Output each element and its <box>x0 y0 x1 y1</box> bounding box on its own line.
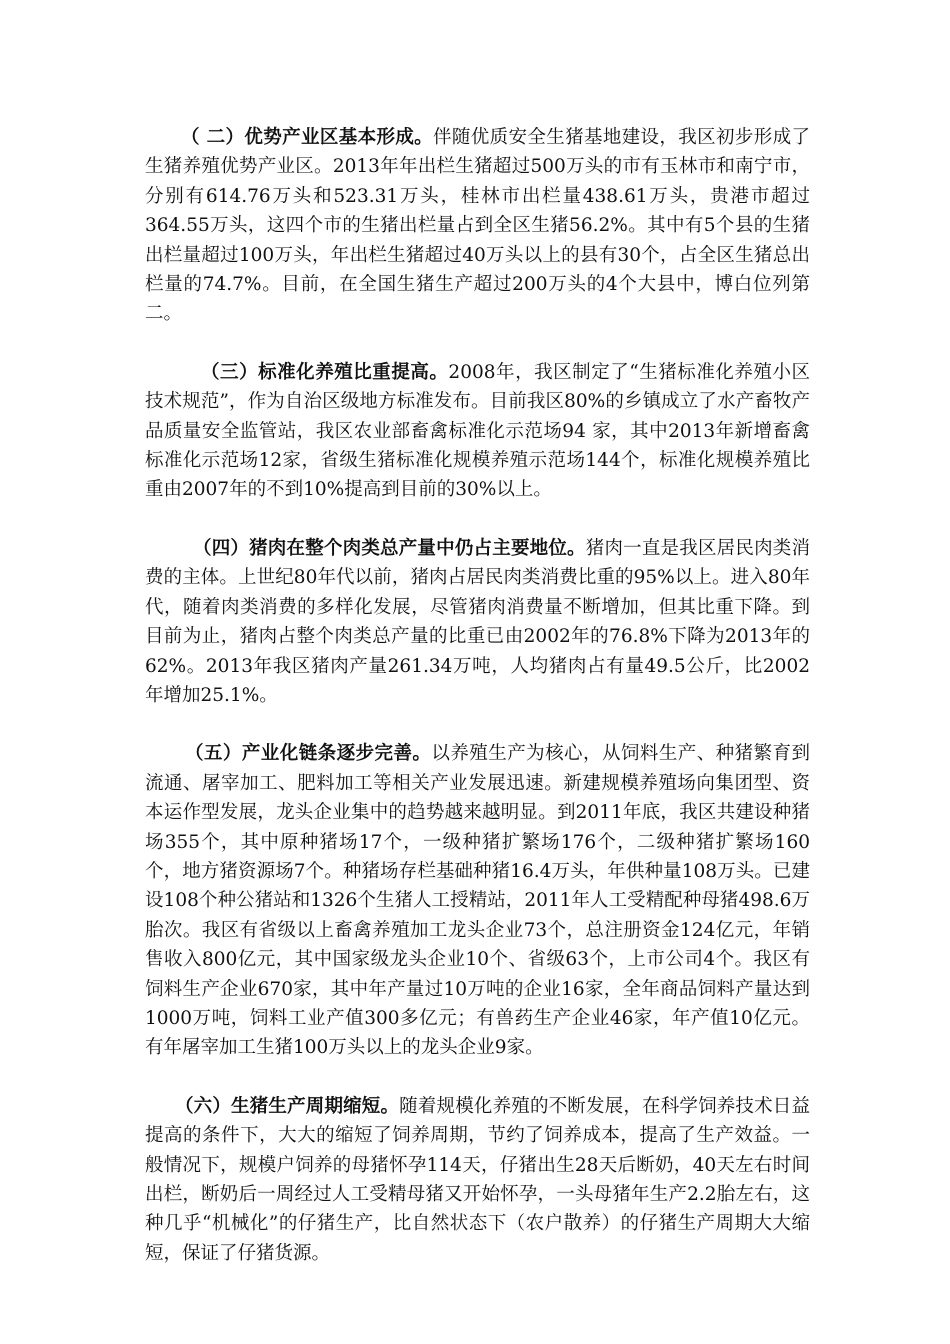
section-body: 伴随优质安全生猪基地建设，我区初步形成了生猪养殖优势产业区。2013年年出栏生猪超过500万头的市有玉林市和南宁市，分别有614.76万头和523.31万头，桂林市出栏量438.61万头，贵港市超过364.55万头，这四个市的生猪出栏量占到全区生猪56.2%。其中有5个县的生猪出栏量超过100万头，年出栏生猪超过40万头以上的县有30个，占全区生猪总出栏量的74.7%。目前，在全国生猪生产超过200万头的4个大县中，博白位列第二。 <box>145 127 810 325</box>
section-body: 以养殖生产为核心，从饲料生产、种猪繁育到流通、屠宰加工、肥料加工等相关产业发展迅速。新建规模养殖场向集团型、资本运作型发展，龙头企业集中的趋势越来越明显。到2011年底，我区共建设种猪场355个，其中原种猪场17个，一级种猪扩繁场176个，二级种猪扩繁场160个，地方猪资源场7个。种猪场存栏基础种猪16.4万头，年供种量108万头。已建设108个种公猪站和1326个生猪人工授精站，2011年人工受精配种母猪498.6万胎次。我区有省级以上畜禽养殖加工龙头企业73个，总注册资金124亿元，年销售收入800亿元，其中国家级龙头企业10个、省级63个，上市公司4个。我区有饲料生产企业670家，其中年产量过10万吨的企业16家，全年商品饲料产量达到1000万吨，饲料工业产值300多亿元；有兽药生产企业46家，年产值10亿元。有年屠宰加工生猪100万头以上的龙头企业9家。 <box>145 743 810 1059</box>
paragraph-production-cycle <box>145 1092 810 1268</box>
section-body: 随着规模化养殖的不断发展，在科学饲养技术日益提高的条件下，大大的缩短了饲养周期，节约了饲养成本，提高了生产效益。一般情况下，规模户饲养的母猪怀孕114天，仔猪出生28天后断奶，40天左右时间出栏，断奶后一周经过人工受精母猪又开始怀孕，一头母猪年生产2.2胎左右，这种几乎“机械化”的仔猪生产，比自然状态下（农户散养）的仔猪生产周期大大缩短，保证了仔猪货源。 <box>145 1095 810 1264</box>
section-body: 2008年，我区制定了“生猪标准化养殖小区技术规范”，作为自治区级地方标准发布。目前我区80%的乡镇成立了水产畜牧产品质量安全监管站，我区农业部畜禽标准化示范场94 家，其中2013年新增畜禽标准化示范场12家，省级生猪标准化规模养殖示范场144个，标准化规模养殖比重由2007年的不到10%提高到目前的30%以上。 <box>145 361 810 501</box>
paragraph-dominant-industry-zone <box>145 123 810 329</box>
paragraph-standardized-farming <box>145 358 810 505</box>
section-heading: （五）产业化链条逐步完善。 <box>185 743 432 765</box>
section-heading: （六）生猪生产周期缩短。 <box>175 1095 400 1117</box>
section-heading: （四）猪肉在整个肉类总产量中仍占主要地位。 <box>193 537 586 559</box>
document-page <box>145 123 810 1297</box>
section-heading: （ 二）优势产业区基本形成。 <box>181 127 434 148</box>
paragraph-pork-share <box>145 534 810 710</box>
paragraph-industry-chain <box>145 739 810 1062</box>
section-heading: （三）标准化养殖比重提高。 <box>201 361 449 383</box>
section-body: 猪肉一直是我区居民肉类消费的主体。上世纪80年代以前，猪肉占居民肉类消费比重的95%以上。进入80年代，随着肉类消费的多样化发展，尽管猪肉消费量不断增加，但其比重下降。到目前为止，猪肉占整个肉类总产量的比重已由2002年的76.8%下降为2013年的62%。2013年我区猪肉产量261.34万吨，人均猪肉占有量49.5公斤，比2002年增加25.1%。 <box>145 537 810 706</box>
